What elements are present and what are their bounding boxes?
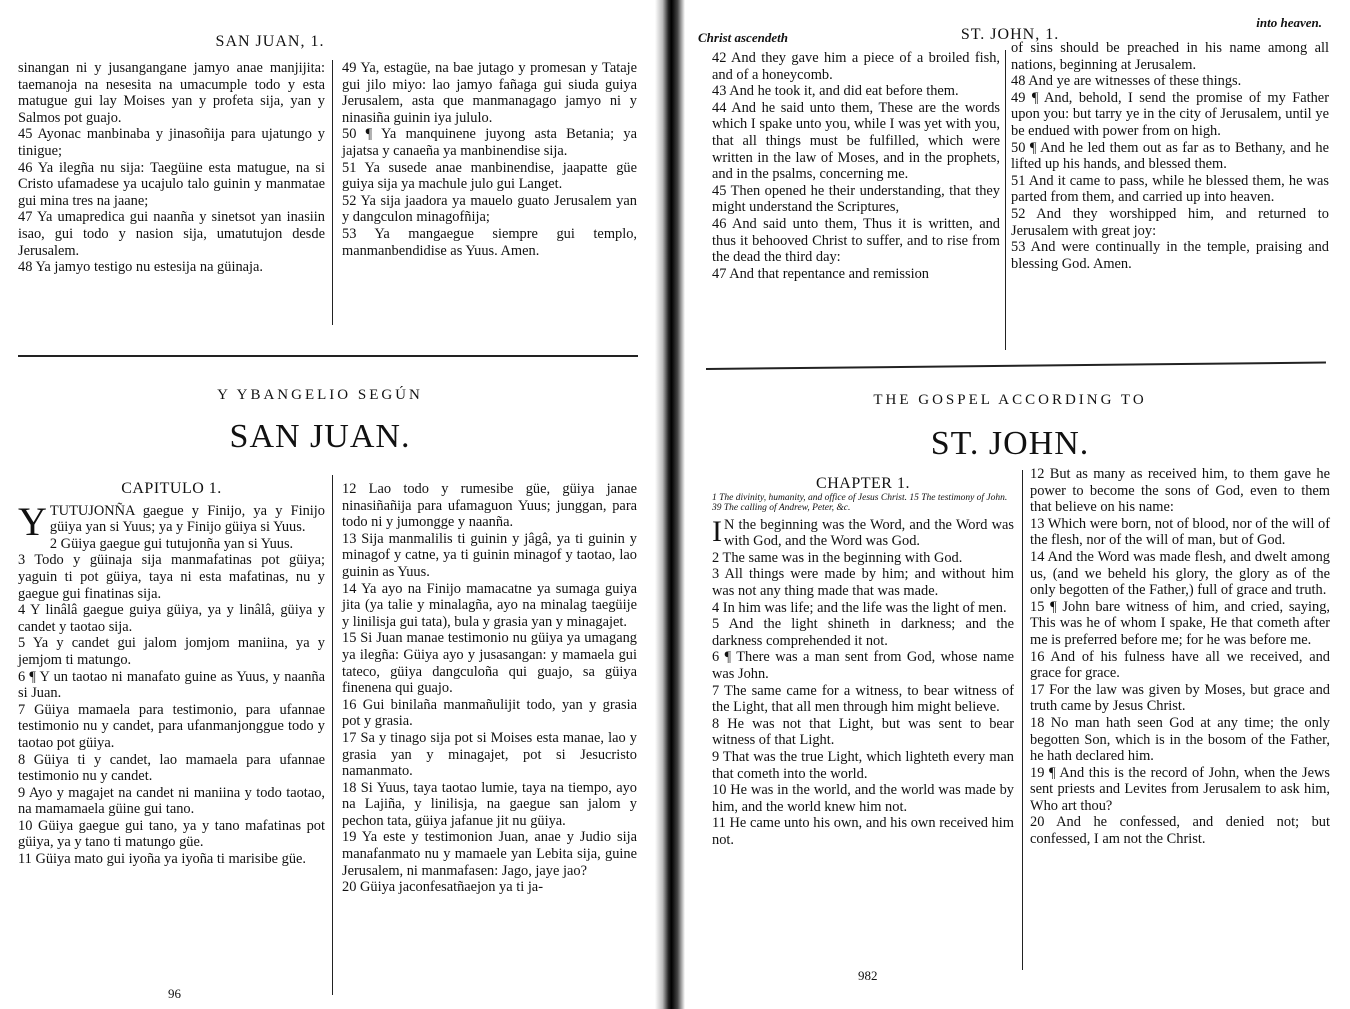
main-column-1 (18, 481, 325, 868)
left-page (0, 0, 660, 1009)
column-divider (1005, 50, 1006, 350)
verse-paragraph: 12 But as many as received him, to them gave he power to become the sons of God, even to them that believe on his name: (1030, 466, 1330, 516)
verse-list (18, 536, 325, 868)
verse-paragraph: 9 Ayo y magajet na candet ni maniina y todo taotao, na mamamaela güine gui tano. (18, 784, 325, 818)
verse-paragraph: 53 Ya mangaegue siempre gui templo, manmanbendidise as Yuus. Amen. (342, 225, 637, 259)
verse-paragraph: 46 Ya ilegña nu sija: Taegüine esta matugue, na si Cristo ufamadese ya ucajulo talo guinin y manmatae gui mina tres na jaane; (18, 159, 325, 209)
verse-paragraph: 49 ¶ And, behold, I send the promise of my Father upon you: but tarry ye in the city of Jerusalem, until ye be endued with power from on high. (1011, 89, 1329, 139)
verse-paragraph: 4 In him was life; and the life was the light of men. (712, 599, 1007, 616)
verse-paragraph: 3 All things were made by him; and without him was not any thing made that was made. (712, 566, 1014, 599)
book-gutter (655, 0, 685, 1009)
verse-paragraph: 45 Then opened he their understanding, that they might understand the Scriptures, (712, 182, 1000, 216)
verse-paragraph: 3 Todo y güinaja sija manmafatinas pot güiya; yaguin ti pot güiya, taya ni esta mafatinas, nu y gaegue gui finatinas sija. (18, 552, 325, 602)
verse-paragraph: 49 Ya, estagüe, na bae jutago y promesan y Tataje gui jilo miyo: lao jamyo fañaga gui siuda guiya Jerusalem, asta que manmanagago jamyo ni y ninasiña guinin iya jululo. (342, 60, 637, 126)
page-number: 96 (168, 986, 181, 1001)
column-divider (1022, 470, 1023, 970)
verse-paragraph: 9 That was the true Light, which lighteth every man that cometh into the world. (712, 748, 1014, 782)
chapter-heading: CHAPTER 1. (816, 475, 910, 492)
verse-paragraph: 44 And he said unto them, These are the words which I spake unto you, while I was yet with you, that all things must be fulfilled, which were written in the law of Moses, and in the prophets, and in the psalms, concerning me. (712, 99, 1000, 183)
top-column-1 (712, 50, 1000, 282)
verse-paragraph: 13 Which were born, not of blood, nor of the will of the flesh, nor of the will of man, but of God. (1030, 515, 1330, 549)
verse-paragraph: 5 And the light shineth in darkness; and the darkness comprehended it not. (712, 616, 1014, 649)
verse-paragraph: 46 And said unto them, Thus it is written, and thus it behooved Christ to suffer, and to rise from the dead the third day: (712, 215, 1000, 266)
verse-paragraph: 48 Ya jamyo testigo nu estesija na güinaja. (18, 259, 264, 276)
section-rule (18, 355, 638, 357)
section-rule (706, 362, 1326, 370)
top-column-2 (342, 60, 637, 259)
verse-1: YTUTUJONÑA gaegue y Finijo, ya y Finijo güiya yan si Yuus; ya y Finijo güiya si Yuus. (18, 498, 325, 544)
main-column-2 (1030, 466, 1330, 848)
drop-cap: I (712, 514, 722, 548)
main-column-2 (342, 481, 637, 896)
verse-paragraph: 8 He was not that Light, but was sent to bear witness of that Light. (712, 715, 1014, 749)
verse-paragraph: 6 ¶ There was a man sent from God, whose name was John. (712, 649, 1014, 682)
verse-paragraph: 53 And were continually in the temple, praising and blessing God. Amen. (1011, 239, 1329, 272)
verse-list (712, 550, 1014, 849)
verse-paragraph: 42 And they gave him a piece of a broiled fish, and of a honeycomb. (712, 50, 1000, 83)
verse-paragraph: 11 He came unto his own, and his own received him not. (712, 815, 1014, 848)
book-title: ST. JOHN. (930, 425, 1090, 462)
verse-paragraph: 15 Si Juan manae testimonio nu güiya ya umagang ya ilegña: Güiya ayo y jusasangan: y mamaela gui tateco, güiya dangculoña qui guajo, sa güiya finenena qui guajo. (342, 630, 637, 697)
verse-paragraph: 2 The same was in the beginning with God. (712, 549, 963, 566)
verse-paragraph: 47 And that repentance and remission (712, 265, 929, 282)
verse-paragraph: 20 Güiya jaconfesatñaejon ya ti ja- (342, 879, 543, 896)
verse-paragraph: 45 Ayonac manbinaba y jinasoñija para ujatungo y tinigue; (18, 126, 325, 159)
verse-paragraph: 51 Ya susede anae manbinendise, jaapatte güe guiya sija ya machule julo gui Langet. (342, 159, 637, 193)
verse-paragraph: 11 Güiya mato gui iyoña ya iyoña ti marisibe güe. (18, 851, 307, 868)
verse-paragraph: 7 The same came for a witness, to bear witness of the Light, that all men through him might believe. (712, 682, 1014, 716)
verse-paragraph: 7 Güiya mamaela para testimonio, para ufannae testimonio nu y candet, para ufanmanjonggue todo y taotao pot güiya. (18, 701, 325, 751)
book-intro: Y YBANGELIO SEGÚN (217, 387, 423, 403)
column-divider (332, 475, 333, 995)
verse-paragraph: 10 Güiya gaegue gui tano, ya y tano mafatinas pot güiya, ya y tano ti matungo güe. (18, 817, 325, 851)
main-column-1 (712, 476, 1014, 848)
verse-paragraph: sinangan ni y jusangangane jamyo anae manjijita: taemanoja na nesesita na umacumple todo y esta matugue gui lay Moises yan y profeta sija, yan y Salmos pot guajo. (18, 60, 325, 126)
running-head: ST. JOHN, 1. (960, 26, 1060, 43)
verse-paragraph: 17 Sa y tinago sija pot si Moises esta manae, lao y grasia yan y minagajet, pot si Jesucristo namanmato. (342, 729, 637, 780)
verse-paragraph: 14 And the Word was made flesh, and dwelt among us, (and we beheld his glory, the glory as of the only begotten of the Father,) full of grace and truth. (1030, 548, 1330, 599)
page-number: 982 (858, 968, 878, 983)
verse-paragraph: 47 Ya umapredica gui naanña y sinetsot yan inasiin isao, gui todo y nasion sija, umatutujon desde Jerusalem. (18, 209, 325, 259)
right-page (690, 0, 1350, 1009)
verse-paragraph: 52 And they worshipped him, and returned to Jerusalem with great joy: (1011, 205, 1329, 239)
chapter-summary: 1 The divinity, humanity, and office of Jesus Christ. 15 The testimony of John. 39 The calling of Andrew, Peter, &c. (712, 492, 1008, 514)
book-intro: THE GOSPEL ACCORDING TO (873, 392, 1147, 408)
verse-paragraph: of sins should be preached in his name among all nations, beginning at Jerusalem. (1011, 40, 1329, 73)
verse-paragraph: 8 Güiya ti y candet, lao mamaela para ufannae testimonio nu y candet. (18, 751, 325, 785)
column-divider (332, 60, 333, 325)
verse-paragraph: 17 For the law was given by Moses, but grace and truth came by Jesus Christ. (1030, 681, 1330, 715)
verse-paragraph: 19 Ya este y testimonion Juan, anae y Judio sija manafanmato nu y mamaele yan Lebita sija, guine Jerusalem, ni manmafasen: Jago, jaye jao? (342, 829, 637, 879)
verse-paragraph: 10 He was in the world, and the world was made by him, and the world knew him not. (712, 782, 1014, 815)
verse-paragraph: 50 ¶ And he led them out as far as to Bethany, and he lifted up his hands, and blessed them. (1011, 139, 1329, 173)
verse-paragraph: 16 Gui binilaña manmañulijit todo, yan y grasia pot y grasia. (342, 696, 637, 730)
verse-paragraph: 51 And it came to pass, while he blessed them, he was parted from them, and carried up into heaven. (1011, 172, 1329, 206)
verse-paragraph: 13 Sija manmalilis ti guinin y jâgâ, ya ti guinin y minagof y catne, ya ti guinin minagof y taotao, lao guinin as Yuus. (342, 530, 637, 580)
verse-paragraph: 50 ¶ Ya manquinene juyong asta Betania; ya jajatsa y canaeña ya manbinendise sija. (342, 126, 637, 159)
verse-paragraph: 52 Ya sija jaadora ya mauelo guato Jerusalem yan y dangculon minagofñija; (342, 192, 637, 226)
top-column-2 (1011, 40, 1329, 272)
verse-paragraph: 18 Si Yuus, taya taotao lumie, taya na tiempo, ayo na Lajiña, y linilisja, na gaegue san jalom y pechon tata, güiya jafanue jit nu güiya. (342, 779, 637, 829)
verse-paragraph: 16 And of his fulness have all we received, and grace for grace. (1030, 648, 1330, 682)
verse-paragraph: 5 Ya y candet gui jalom jomjom maniina, ya y jemjom ti matungo. (18, 635, 325, 668)
drop-cap: Y (18, 498, 47, 544)
verse-paragraph: 6 ¶ Y un taotao ni manafato guine as Yuus, y naanña si Juan. (18, 668, 325, 702)
verse-paragraph: 2 Güiya gaegue gui tutujonña yan si Yuus. (49, 535, 294, 552)
verse-paragraph: 18 No man hath seen God at any time; the only begotten Son, which is in the bosom of the Father, he hath declared him. (1030, 714, 1330, 765)
verse-paragraph: 4 Y linâlâ gaegue guiya güiya, ya y linâlâ, güiya y candet y taotao sija. (18, 602, 325, 635)
verse-paragraph: 48 And ye are witnesses of these things. (1011, 73, 1242, 90)
verse-paragraph: 14 Ya ayo na Finijo mamacatne ya sumaga guiya jita (ya talie y minalagña, ayo na minalag taegüije y linilisja gui tata), bula y grasia yan y minagajet. (342, 580, 637, 630)
verse-paragraph: 15 ¶ John bare witness of him, and cried, saying, This was he of whom I spake, He that cometh after me is preferred before me; for he was before me. (1030, 598, 1330, 648)
verse-paragraph: 12 Lao todo y rumesibe güe, güiya janae ninasiñañija para ufamaguon Yuus; junggan, para todo ni y jumongge y naanña. (342, 481, 637, 531)
verse-paragraph: 19 ¶ And this is the record of John, when the Jews sent priests and Levites from Jerusalem to ask him, Who art thou? (1030, 764, 1330, 814)
running-head-left: Christ ascendeth (698, 30, 788, 45)
verse-paragraph: 43 And he took it, and did eat before them. (712, 83, 959, 100)
running-head-right: into heaven. (1256, 15, 1322, 30)
chapter-heading: CAPITULO 1. (121, 480, 222, 497)
book-title: SAN JUAN. (229, 418, 411, 455)
running-head: SAN JUAN, 1. (215, 33, 325, 50)
top-column-1 (18, 60, 325, 276)
verse-paragraph: 20 And he confessed, and denied not; but confessed, I am not the Christ. (1030, 814, 1330, 848)
verse-1: I N the beginning was the Word, and the Word was with God, and the Word was God. (712, 514, 1014, 550)
